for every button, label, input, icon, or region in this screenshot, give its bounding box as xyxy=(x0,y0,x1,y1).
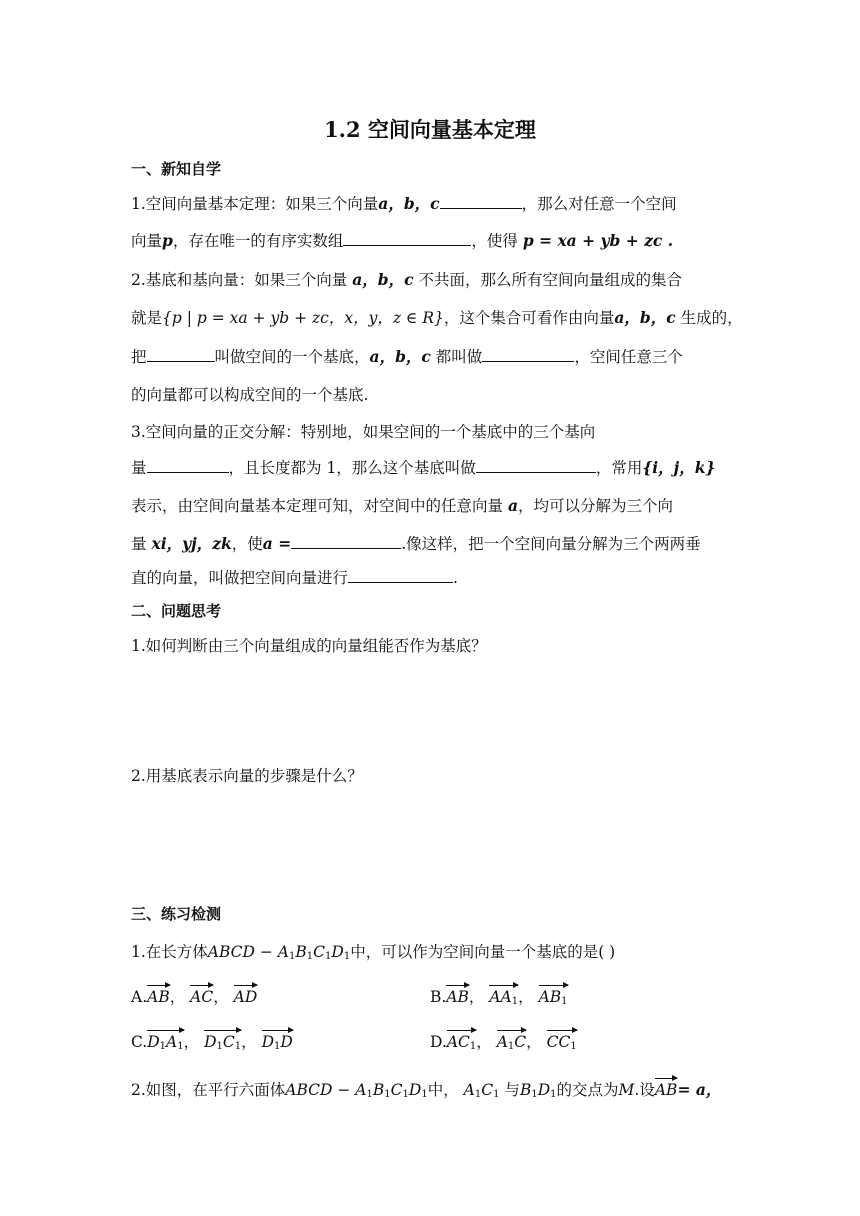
answer-blank[interactable] xyxy=(147,458,229,473)
vector-ab1: $AB_1$ xyxy=(538,988,568,1007)
vector-ad: AD xyxy=(233,988,258,1006)
solid-name: ABCD − $A_1B_1C_1D_1$ xyxy=(285,1081,428,1100)
vector-aa1: $AA_1$ xyxy=(489,988,519,1007)
basis-line-3: 把 叫做空间的一个基底，a，b，c 都叫做 ，空间任意三个 xyxy=(131,347,683,366)
vector-ab: AB xyxy=(654,1081,678,1099)
section-heading-3: 三、练习检测 xyxy=(131,905,222,923)
theorem-line-2: 向量p，存在唯一的有序实数组 ，使得 p = xa + yb + zc . xyxy=(131,231,674,250)
vector-d1c1: $D_1C_1$ xyxy=(204,1033,242,1052)
orthogonal-line-1: 3.空间向量的正交分解：特别地，如果空间的一个基底中的三个基向 xyxy=(131,423,596,441)
solid-name: ABCD − $A_1B_1C_1D_1$ xyxy=(207,943,351,962)
option-c[interactable]: $C.D_1A_1$， $D_1C_1$， $D_1D$ xyxy=(131,1033,293,1052)
orthogonal-line-4: 量 xi，yj，zk，使a = .像这样，把一个空间向量分解为三个两两垂 xyxy=(131,534,701,553)
vector-d1d: $D_1D$ xyxy=(261,1033,293,1052)
vector-a1c: $A_1C$ xyxy=(496,1033,527,1052)
vector-d1a1: $D_1A_1$ xyxy=(147,1033,184,1052)
page-title: 1.2 空间向量基本定理 xyxy=(324,117,536,142)
answer-blank[interactable] xyxy=(440,194,522,209)
exercise-2-stem: 2.如图，在平行六面体ABCD − $A_1B_1C_1D_1$中， $A_1C_1$ 与$B_1D_1$的交点为M.设AB= a， xyxy=(131,1080,722,1100)
orthogonal-line-5: 直的向量，叫做把空间向量进行 . xyxy=(131,569,458,587)
basis-line-1: 2.基底和基向量：如果三个向量 a，b，c 不共面，那么所有空间向量组成的集合 xyxy=(131,270,683,289)
answer-blank[interactable] xyxy=(291,534,401,549)
answer-blank[interactable] xyxy=(476,458,596,473)
answer-blank[interactable] xyxy=(482,347,574,362)
vector-ac: AC xyxy=(190,988,214,1006)
option-b[interactable]: B.AB， $AA_1$， $AB_1$ xyxy=(430,988,568,1007)
section-heading-1: 一、新知自学 xyxy=(131,160,222,178)
answer-blank[interactable] xyxy=(147,347,215,362)
segment-a1c1: $A_1C_1$ xyxy=(463,1081,500,1100)
vector-cc1: $CC_1$ xyxy=(546,1033,577,1052)
question-2: 2.用基底表示向量的步骤是什么？ xyxy=(131,767,363,785)
basis-line-2: 就是{p | p = xa + yb + zc，x，y，z ∈ R}，这个集合可看作由向量a，b，c 生成的， xyxy=(131,308,743,327)
exercise-1-stem: 1.在长方体ABCD − $A_1B_1C_1D_1$中，可以作为空间向量一个基底的是( ) xyxy=(131,943,616,962)
span-set: {p | p = xa + yb + zc，x，y，z ∈ R} xyxy=(162,309,444,327)
answer-blank[interactable] xyxy=(348,568,453,583)
orthogonal-line-3: 表示，由空间向量基本定理可知，对空间中的任意向量 a，均可以分解为三个向 xyxy=(131,496,674,515)
option-a[interactable]: A.AB， AC， AD xyxy=(131,988,258,1006)
section-heading-2: 二、问题思考 xyxy=(131,602,222,620)
vector-ab: AB xyxy=(147,988,170,1006)
orthogonal-line-2: 量 ，且长度都为 1，那么这个基底叫做 ，常用{i，j，k} xyxy=(131,458,716,477)
vector-ac1: $AC_1$ xyxy=(446,1033,477,1052)
theorem-line-1: 1.空间向量基本定理：如果三个向量a，b，c ，那么对任意一个空间 xyxy=(131,194,677,213)
decomposition-formula: p = xa + yb + zc . xyxy=(522,231,674,250)
segment-b1d1: $B_1D_1$ xyxy=(519,1081,557,1100)
option-d[interactable]: $D.AC_1$， $A_1C$， $CC_1$ xyxy=(430,1033,577,1052)
question-1: 1.如何判断由三个向量组成的向量组能否作为基底？ xyxy=(131,637,487,655)
vector-ab: AB xyxy=(446,988,469,1006)
basis-line-4: 的向量都可以构成空间的一个基底. xyxy=(131,386,369,404)
answer-blank[interactable] xyxy=(343,231,471,246)
